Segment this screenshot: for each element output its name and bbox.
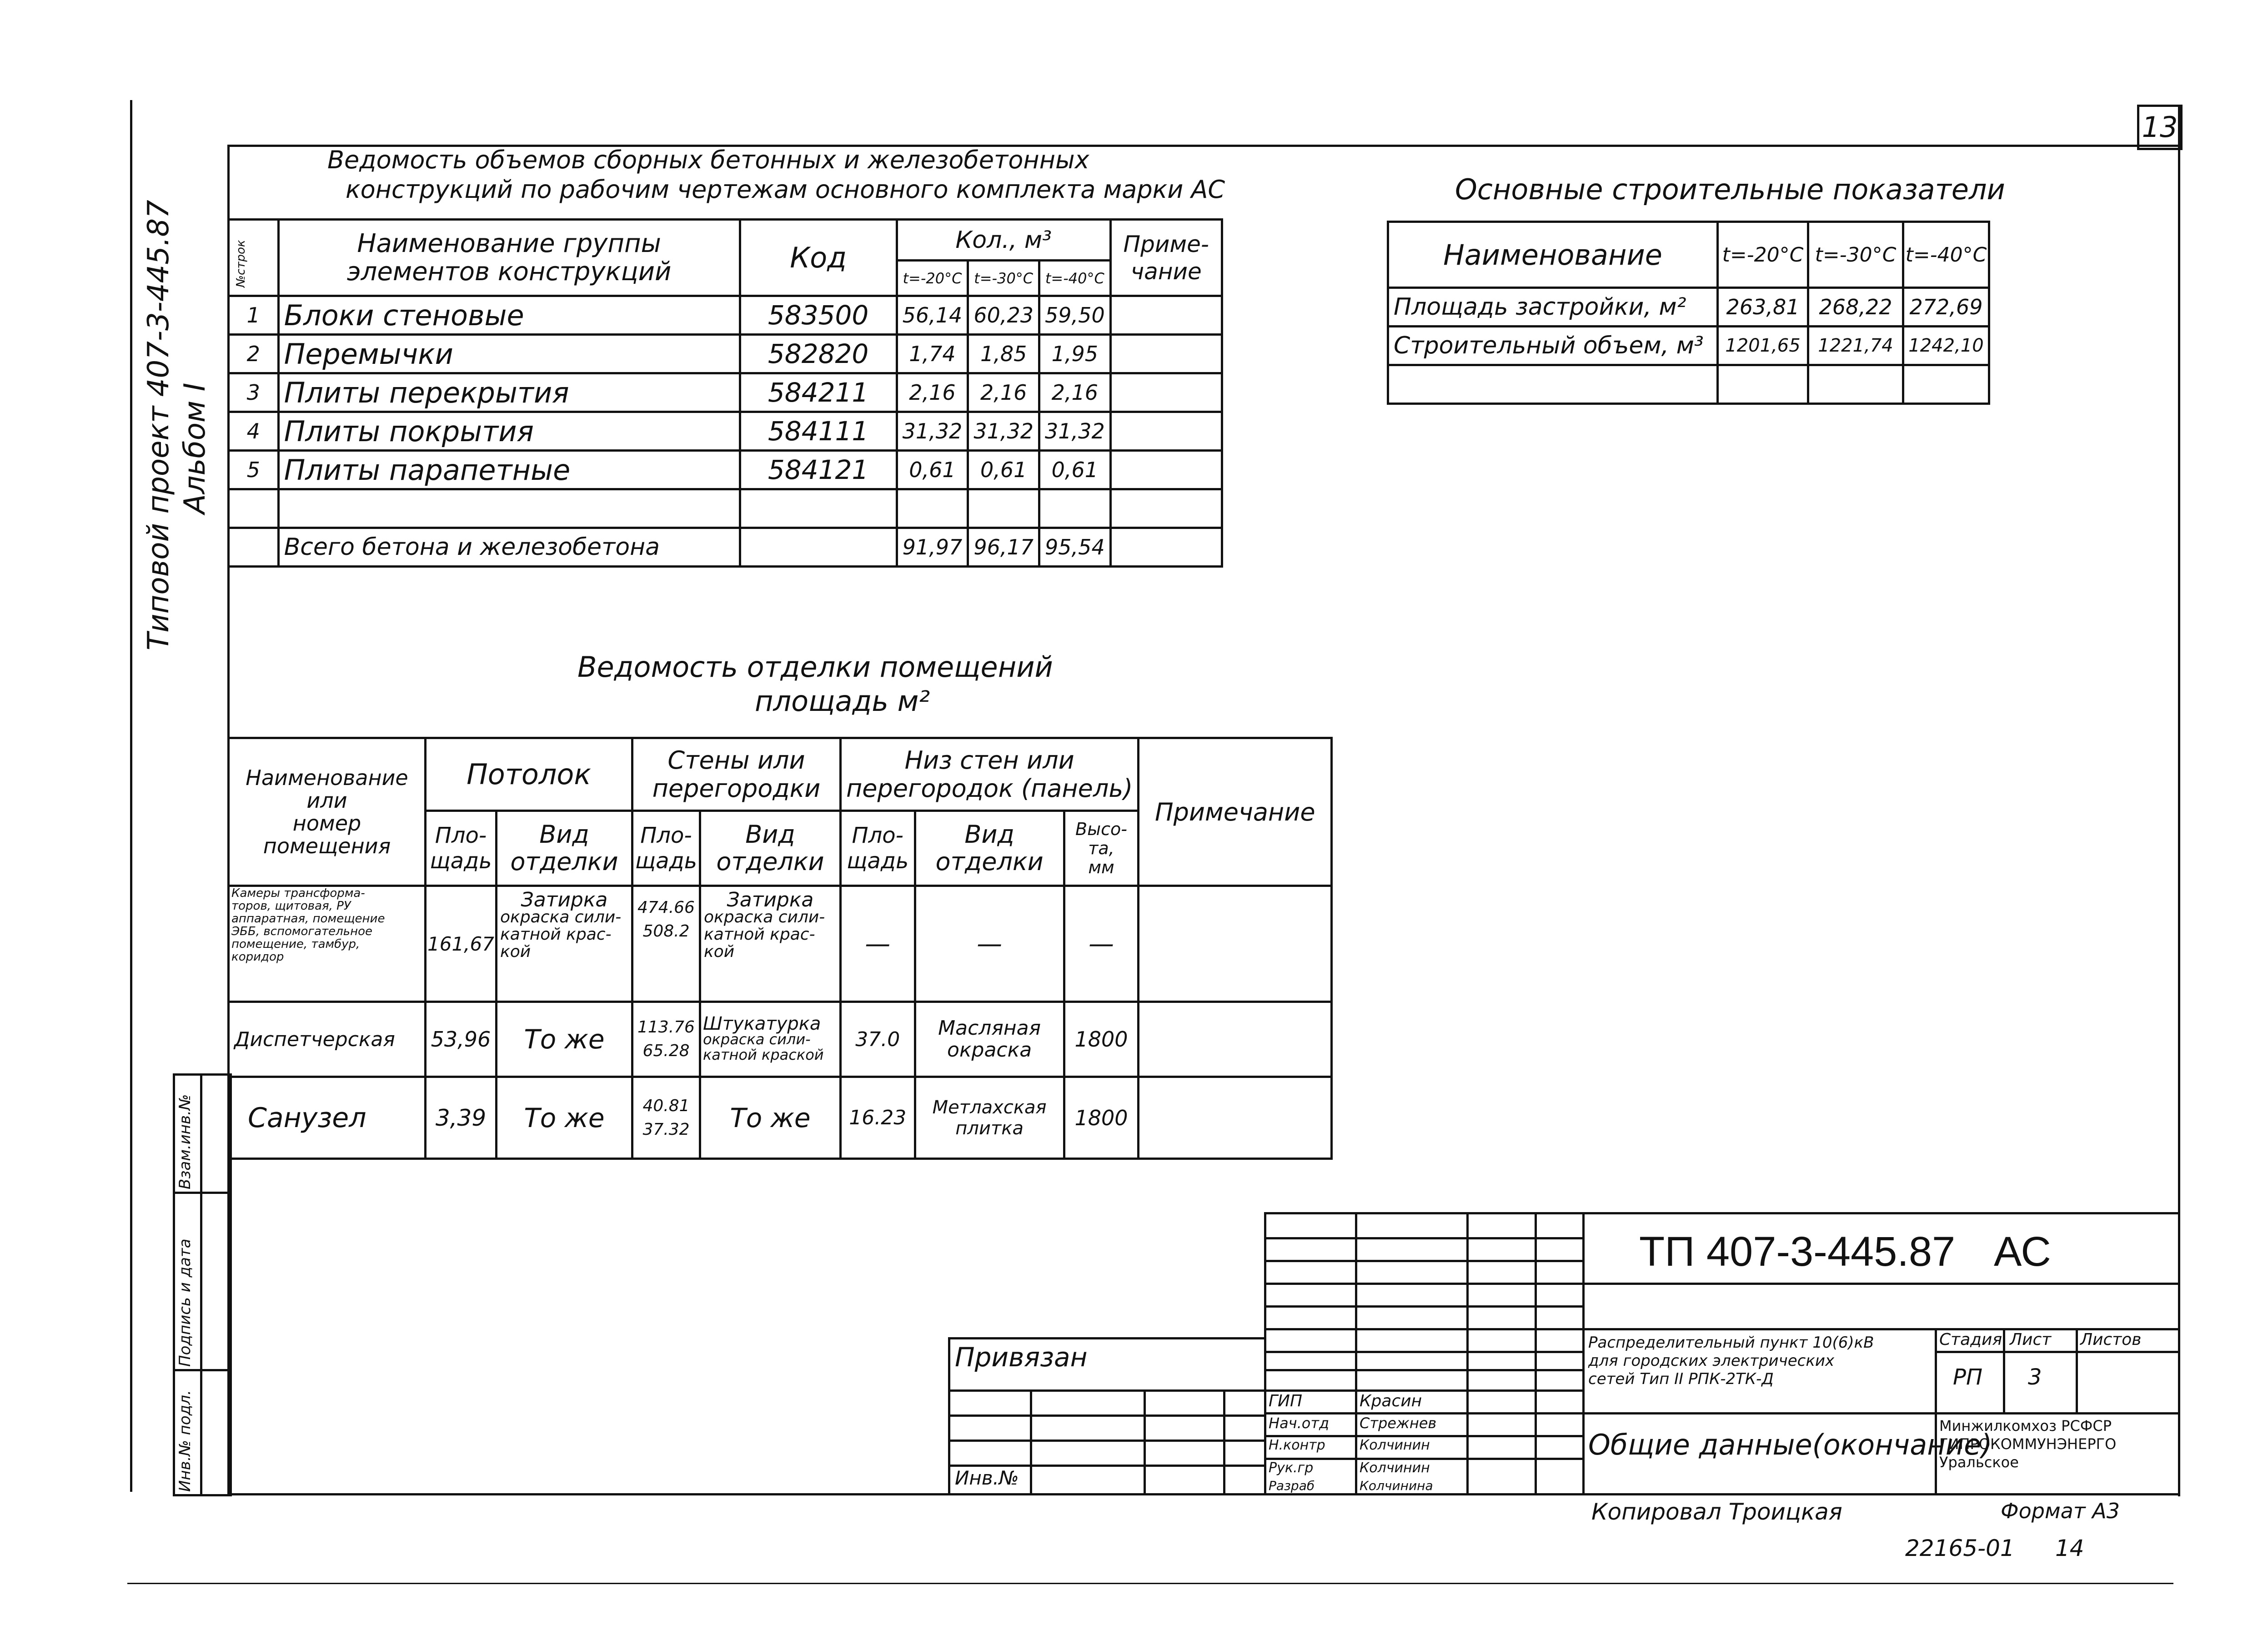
finishing-c-type: То же [496,1002,632,1077]
finishing-l-area: 16.23 [840,1077,915,1159]
stamp-person-name: Колчинин [1360,1460,1430,1476]
finishing-c-area: 3,39 [426,1077,497,1159]
volumes-header-name: Наименование группы элементов конструкций [278,220,740,296]
indicators-table [1387,221,1990,405]
volumes-row-t20: 31,32 [897,412,968,451]
volumes-row-t40: 1,95 [1039,335,1111,373]
volumes-row-code: 584121 [740,451,897,489]
finishing-title-line2: площадь м² [755,685,930,718]
volumes-row-t40: 2,16 [1039,373,1111,412]
project-description: Распределительный пункт 10(6)кВ для городских электрических сетей Тип II РПК-2ТК-Д [1588,1334,1874,1388]
volumes-header-t40: t=-40°C [1039,261,1111,296]
finishing-l-type: — [915,886,1064,1002]
finishing-header-room: Наименование или номер помещения [229,738,426,886]
stamp-person-name: Колчинин [1360,1437,1430,1453]
finishing-header-lower: Низ стен или перегородок (панель) [840,738,1138,811]
copied-by: Копировал Троицкая [1591,1499,1842,1525]
finishing-c-area: 161,67 [426,886,497,1002]
finishing-room: Диспетчерская [229,1002,426,1077]
finishing-room: Санузел [229,1077,426,1159]
volumes-row-t30: 1,85 [968,335,1039,373]
finishing-header-w-type: Вид отделки [700,811,840,886]
indicators-row-t40: 272,69 [1903,288,1989,327]
finishing-header-walls: Стены или перегородки [632,738,840,811]
volumes-header-qty: Кол., м³ [897,220,1110,261]
volumes-header-n: №строк [229,220,279,296]
volumes-header-note: Приме- чание [1110,220,1222,296]
finishing-w-area: 40.81 37.32 [632,1077,700,1159]
volumes-table [227,218,1223,568]
volumes-row-t40: 31,32 [1039,412,1111,451]
stamp-person-name: Колчинина [1360,1478,1433,1493]
finishing-l-type: Метлахская плитка [915,1077,1064,1159]
volumes-total-t40: 95,54 [1039,528,1111,567]
volumes-row-code: 584211 [740,373,897,412]
change-log-grid [1264,1212,1585,1494]
indicators-header-t40: t=-40°C [1903,222,1989,288]
indicators-row-t30: 268,22 [1808,288,1903,327]
indicators-row-name: Площадь застройки, м² [1388,288,1718,327]
indicators-header-t30: t=-30°C [1808,222,1903,288]
volumes-row-t30: 60,23 [968,296,1039,335]
indicators-row [1388,288,1989,327]
volumes-header-t20: t=-20°C [897,261,968,296]
volumes-row-t40: 59,50 [1039,296,1111,335]
finishing-l-area: 37.0 [840,1002,915,1077]
volumes-row-code: 584111 [740,412,897,451]
finishing-l-type: Масляная окраска [915,1002,1064,1077]
volumes-total-t20: 91,97 [897,528,968,567]
volumes-row-n: 3 [229,373,279,412]
stamp-role: ГИП [1269,1392,1303,1410]
volumes-total-t30: 96,17 [968,528,1039,567]
finishing-l-height: 1800 [1064,1077,1139,1159]
finishing-l-area: — [840,886,915,1002]
stamp-role: Н.контр [1269,1437,1325,1453]
finishing-table [227,737,1333,1160]
indicators-row-t20: 1201,65 [1718,327,1808,365]
finishing-header-c-area: Пло- щадь [426,811,497,886]
sheet-number-box [2137,105,2183,150]
sheet-value: 3 [2028,1364,2042,1390]
volumes-row-t30: 31,32 [968,412,1039,451]
finishing-row [229,1077,1332,1159]
volumes-row [229,451,1222,489]
inv-label: Инв.№ [955,1467,1019,1489]
indicators-header-t20: t=-20°C [1718,222,1808,288]
stamp-role: Разраб [1269,1478,1315,1493]
volumes-row-name: Плиты парапетные [278,451,740,489]
finishing-header-l-area: Пло- щадь [840,811,915,886]
volumes-title-line2: конструкций по рабочим чертежам основного комплекта марки АС [346,175,1225,204]
sheets-header: Листов [2080,1330,2142,1349]
volumes-row-n: 5 [229,451,279,489]
volumes-row [229,335,1222,373]
volumes-row-t30: 0,61 [968,451,1039,489]
finishing-w-type: Штукатурка окраска сили- катной краской [700,1002,840,1077]
sheet-title: Общие данные(окончание) [1588,1428,1992,1461]
organization: Минжилкомхоз РСФСР ГИПРОКОММУНЭНЕРГО Уральское [1939,1417,2117,1471]
finishing-w-area: 113.76 65.28 [632,1002,700,1077]
volumes-row-t40: 0,61 [1039,451,1111,489]
volumes-row-n: 1 [229,296,279,335]
stamp-person-name: Стрежнев [1360,1414,1437,1432]
volumes-header-t30: t=-30°C [968,261,1039,296]
finishing-header-height: Высо- та, мм [1064,811,1139,886]
indicators-title: Основные строительные показатели [1455,173,2005,206]
project-code: ТП 407-3-445.87 [1639,1228,1956,1275]
finishing-header-c-type: Вид отделки [496,811,632,886]
order-number: 22165-01 [1905,1535,2015,1561]
sheet-number: 13 [2142,111,2178,144]
side-stamp-album: Альбом I [178,383,212,514]
stamp-role: Рук.гр [1269,1460,1314,1476]
finishing-w-type: То же [700,1077,840,1159]
finishing-w-area: 474.66 508.2 [632,886,700,1002]
volumes-row-n: 4 [229,412,279,451]
finishing-header-l-type: Вид отделки [915,811,1064,886]
privyazan-label: Привязан [955,1342,1088,1373]
finishing-c-area: 53,96 [426,1002,497,1077]
volumes-total-row [229,528,1222,567]
finishing-header-ceiling: Потолок [426,738,632,811]
volumes-row [229,296,1222,335]
finishing-room: Камеры трансформа- торов, щитовая, РУ аппаратная, помещение ЭББ, вспомогательное помещение, тамбур, коридор [229,886,426,1002]
volumes-row-t20: 56,14 [897,296,968,335]
volumes-row [229,373,1222,412]
finishing-header-note: Примечание [1139,738,1332,886]
finishing-c-type: Затирка окраска сили- катной крас- кой [496,886,632,1002]
volumes-row-t20: 0,61 [897,451,968,489]
volumes-header-code: Код [740,220,897,296]
volumes-empty-row [229,489,1222,528]
finishing-l-height: 1800 [1064,1002,1139,1077]
indicators-header-name: Наименование [1388,222,1718,288]
indicators-empty-row [1388,365,1989,404]
finishing-c-type: То же [496,1077,632,1159]
stage-value: РП [1953,1364,1983,1390]
stamp-role: Нач.отд [1269,1414,1330,1432]
indicators-row [1388,327,1989,365]
volumes-row-name: Плиты покрытия [278,412,740,451]
indicators-row-name: Строительный объем, м³ [1388,327,1718,365]
project-mark: АС [1994,1228,2051,1275]
volumes-row-code: 583500 [740,296,897,335]
volumes-row-n: 2 [229,335,279,373]
format-label: Формат А3 [2001,1499,2120,1523]
volumes-total-label: Всего бетона и железобетона [278,528,740,567]
side-stamp-project: Типовой проект 407-3-445.87 [142,200,176,650]
side-columns-box [173,1073,232,1496]
volumes-row-t30: 2,16 [968,373,1039,412]
indicators-row-t40: 1242,10 [1903,327,1989,365]
finishing-w-type: Затирка окраска сили- катной крас- кой [700,886,840,1002]
side-col-inv: Инв.№ подл. [176,1390,194,1492]
bottom-trim-line [127,1583,2173,1584]
volumes-row-t20: 2,16 [897,373,968,412]
volumes-row-name: Плиты перекрытия [278,373,740,412]
finishing-header-w-area: Пло- щадь [632,811,700,886]
volumes-title-line1: Ведомость объемов сборных бетонных и железобетонных [327,146,1089,174]
volumes-row-name: Перемычки [278,335,740,373]
stage-header: Стадия [1939,1330,2002,1349]
finishing-row [229,1002,1332,1077]
side-col-podpis: Подпись и дата [176,1238,194,1367]
main-stamp [1582,1212,2180,1494]
indicators-row-t30: 1221,74 [1808,327,1903,365]
volumes-row [229,412,1222,451]
volumes-row-name: Блоки стеновые [278,296,740,335]
side-col-vzam: Взам.инв.№ [176,1094,194,1189]
left-frame-line [130,100,132,1492]
finishing-row [229,886,1332,1002]
indicators-row-t20: 263,81 [1718,288,1808,327]
page-number: 14 [2055,1535,2084,1561]
volumes-row-t20: 1,74 [897,335,968,373]
finishing-title-line1: Ведомость отделки помещений [577,650,1053,684]
finishing-l-height: — [1064,886,1139,1002]
volumes-row-code: 582820 [740,335,897,373]
stamp-person-name: Красин [1360,1392,1422,1410]
privyazan-block [948,1337,1266,1494]
sheet-header: Лист [2010,1330,2052,1349]
